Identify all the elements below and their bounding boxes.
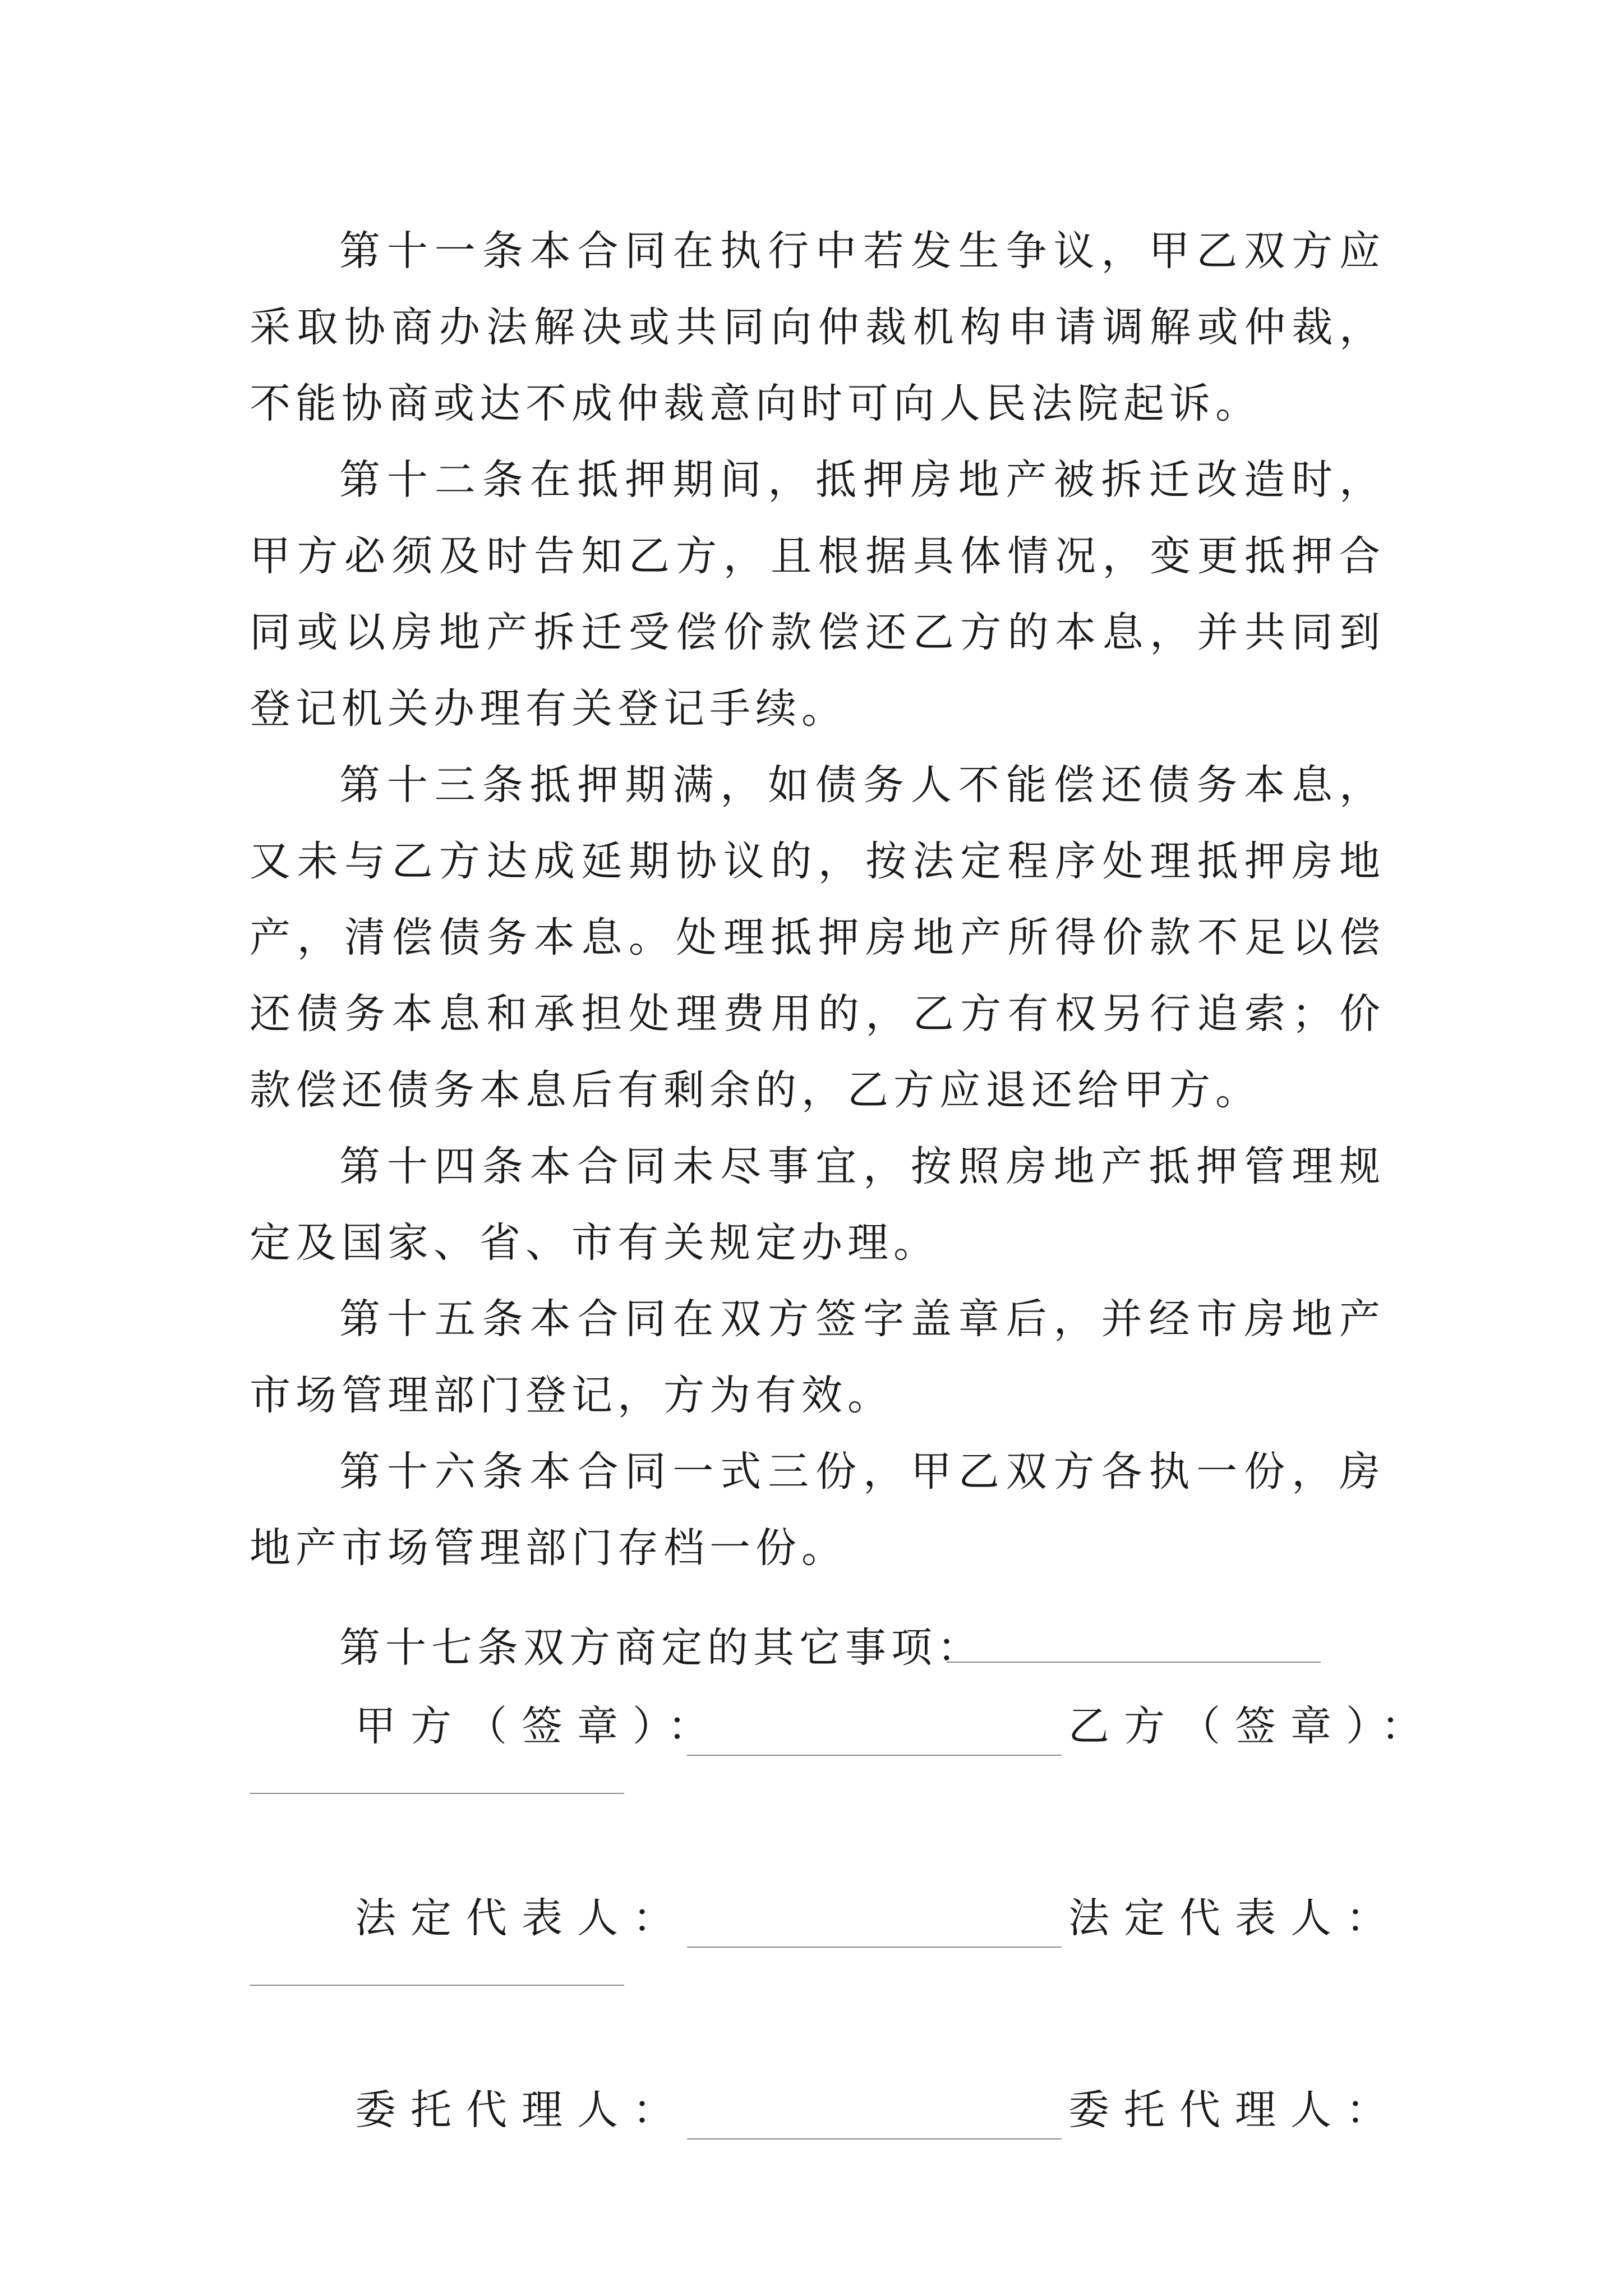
agent-row xyxy=(250,2072,1399,2148)
clause-13: 第十三条抵押期满，如债务人不能偿还债务本息，又未与乙方达成延期协议的，按法定程序处理抵押房地产，清偿债务本息。处理抵押房地产所得价款不足以偿还债务本息和承担处理费用的，乙方有权另行追索；价款偿还债务本息后有剩余的，乙方应退还给甲方。 xyxy=(250,761,1385,1114)
party-b-seal-blank xyxy=(250,1793,624,1794)
signature-block xyxy=(250,1610,1437,2148)
party-a-seal-blank xyxy=(687,1755,1062,1756)
clause-17-row xyxy=(250,1610,1399,1686)
clause-17-blank xyxy=(947,1662,1321,1663)
party-a-rep-blank xyxy=(687,1947,1062,1948)
contract-body xyxy=(250,213,1385,1586)
rep-continuation-row xyxy=(250,1957,1399,2033)
party-a-agent-label: 委托代理人： xyxy=(355,2086,688,2134)
clause-14: 第十四条本合同未尽事宜，按照房地产抵押管理规定及国家、省、市有关规定办理。 xyxy=(250,1143,1385,1267)
party-a-rep-label: 法定代表人： xyxy=(355,1894,688,1942)
clause-16: 第十六条本合同一式三份，甲乙双方各执一份，房地产市场管理部门存档一份。 xyxy=(250,1448,1385,1572)
clause-11: 第十一条本合同在执行中若发生争议，甲乙双方应采取协商办法解决或共同向仲裁机构申请调解或仲裁，不能协商或达不成仲裁意向时可向人民法院起诉。 xyxy=(250,227,1385,427)
party-a-agent-blank xyxy=(687,2138,1062,2139)
party-a-seal-label: 甲方（签章）： xyxy=(355,1703,723,1750)
clause-15: 第十五条本合同在双方签字盖章后，并经市房地产市场管理部门登记，方为有效。 xyxy=(250,1295,1385,1419)
seal-row xyxy=(250,1688,1437,1765)
party-b-rep-blank xyxy=(250,1985,624,1986)
party-b-rep-label: 法定代表人： xyxy=(1068,1894,1401,1942)
clause-12: 第十二条在抵押期间，抵押房地产被拆迁改造时，甲方必须及时告知乙方，且根据具体情况，变更抵押合同或以房地产拆迁受偿价款偿还乙方的本息，并共同到登记机关办理有关登记手续。 xyxy=(250,456,1385,733)
clause-17-label: 第十七条双方商定的其它事项： xyxy=(339,1624,983,1672)
party-b-agent-label: 委托代理人： xyxy=(1068,2086,1401,2134)
party-b-seal-label: 乙方（签章）： xyxy=(1068,1703,1437,1750)
seal-continuation-row xyxy=(250,1765,1399,1841)
rep-row xyxy=(250,1880,1399,1957)
